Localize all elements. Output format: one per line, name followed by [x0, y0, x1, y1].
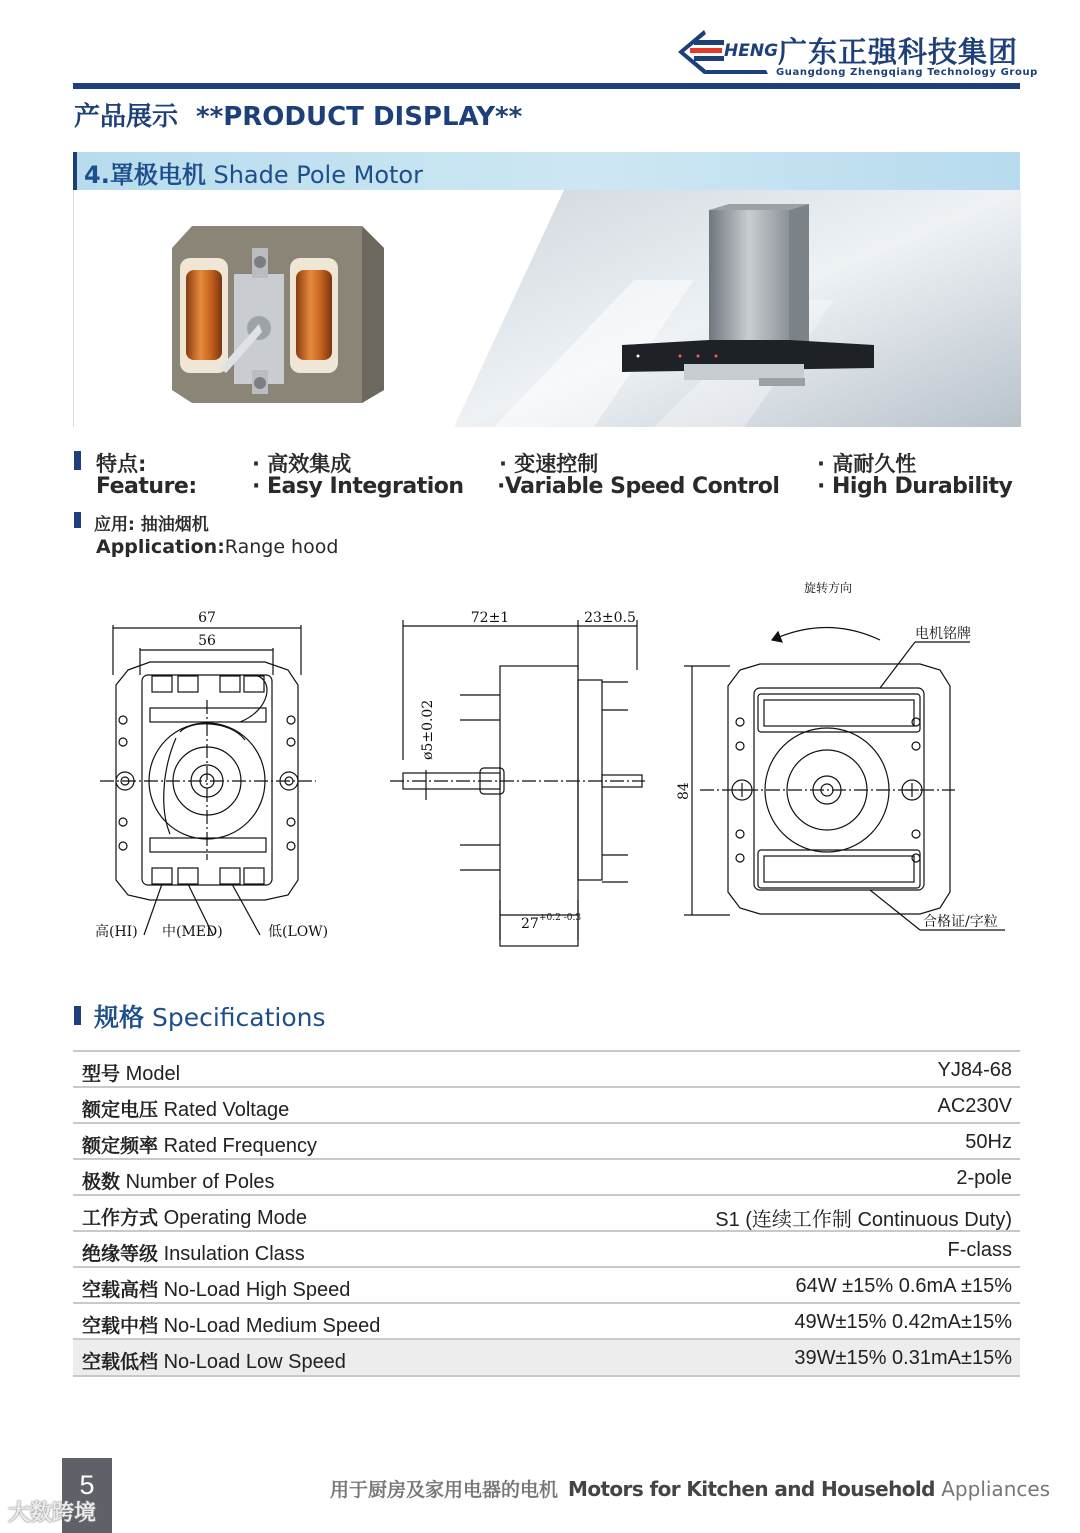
spec-row-low-speed [73, 1338, 1020, 1377]
application-label-en: Application: [96, 536, 225, 558]
spec-label-cn: 工作方式 [82, 1207, 159, 1229]
spec-label-cn: 额定电压 [82, 1099, 159, 1121]
spec-label-en: Model [125, 1063, 181, 1085]
nameplate-label: 电机铭牌 [915, 626, 971, 642]
spec-label-en: No-Load Medium Speed [163, 1315, 381, 1337]
company-name-cn: 广东正强科技集团 [778, 35, 1019, 69]
spec-row-high-speed [73, 1266, 1020, 1302]
footer-tagline-en-light: Appliances [941, 1477, 1051, 1501]
spec-label [82, 1239, 305, 1266]
feature-item-durability-en: · High Durability [817, 474, 1013, 499]
spec-value: 39W±15% 0.31mA±15% [794, 1347, 1012, 1369]
technical-drawing [80, 570, 1020, 950]
spec-row-model [73, 1050, 1020, 1086]
spec-label-cn: 空载高档 [82, 1279, 159, 1301]
application-marker [74, 512, 81, 528]
spec-row-frequency [73, 1122, 1020, 1158]
application-value-en: Range hood [224, 536, 339, 558]
spec-label [82, 1311, 380, 1338]
header-divider [73, 83, 1020, 89]
spec-value: AC230V [937, 1095, 1012, 1117]
page-title-cn: 产品展示 [74, 102, 179, 132]
product-hero-image [73, 190, 1021, 427]
spec-label-en: Rated Voltage [163, 1099, 290, 1121]
spec-marker [74, 1006, 81, 1025]
dim-shaft-diameter: ø5±0.02 [420, 699, 436, 760]
dim-shaft-extension: 23±0.5 [584, 610, 636, 626]
spec-value: 50Hz [965, 1131, 1012, 1153]
spec-label-cn: 型号 [82, 1063, 121, 1085]
wire-low-label: 低(LOW) [268, 924, 329, 940]
footer-tagline-en-bold: Motors for Kitchen and Household [568, 1477, 935, 1501]
spec-value: 49W±15% 0.42mA±15% [794, 1311, 1012, 1333]
feature-item-speed-en: ·Variable Speed Control [497, 474, 780, 499]
spec-label [82, 1275, 350, 1302]
page-title-en: **PRODUCT DISPLAY** [196, 102, 523, 132]
feature-label-cn: 特点: [96, 452, 147, 476]
footer-tagline-cn: 用于厨房及家用电器的电机 [330, 1479, 559, 1501]
product-title [84, 155, 423, 190]
spec-value: S1 (连续工作制 Continuous Duty) [715, 1209, 1012, 1231]
spec-label [82, 1059, 180, 1086]
dim-stack-length: 72±1 [470, 610, 510, 626]
wire-med-label: 中(MED) [162, 924, 223, 940]
front-view [100, 625, 316, 935]
spec-row-operating-mode [73, 1194, 1020, 1230]
spec-table [73, 1050, 1020, 1377]
application-en [96, 536, 338, 558]
svg-text:HENG: HENG [724, 41, 779, 61]
footer-tagline [330, 1475, 1050, 1502]
spec-label-cn: 极数 [82, 1171, 121, 1193]
spec-value: 2-pole [956, 1167, 1012, 1189]
certificate-label: 合格证/字粒 [923, 914, 998, 930]
spec-label-en: No-Load Low Speed [163, 1351, 346, 1373]
spec-row-insulation [73, 1230, 1020, 1266]
spec-label [82, 1203, 307, 1230]
dim-core-tolerance: +0.2 -0.3 [539, 913, 582, 923]
spec-label-en: No-Load High Speed [163, 1279, 351, 1301]
spec-label-en: Operating Mode [163, 1207, 307, 1229]
product-title-en: Shade Pole Motor [213, 161, 423, 189]
wire-hi-label: 高(HI) [95, 924, 138, 940]
spec-title-en: Specifications [151, 1003, 326, 1032]
spec-label-cn: 绝缘等级 [82, 1243, 159, 1265]
company-name-en: Guangdong Zhengqiang Technology Group [776, 67, 1038, 78]
feature-label-en: Feature: [96, 474, 197, 499]
application-label-cn: 应用: [94, 515, 135, 535]
dim-core-thickness: 27 [521, 916, 539, 932]
spec-label [82, 1347, 346, 1374]
spec-label-cn: 空载中档 [82, 1315, 159, 1337]
application-value-cn: 抽油烟机 [140, 515, 209, 535]
spec-label-cn: 额定频率 [82, 1135, 159, 1157]
spec-row-poles [73, 1158, 1020, 1194]
banner-accent [73, 152, 77, 190]
spec-label [82, 1095, 289, 1122]
application-cn [94, 510, 209, 535]
rear-view [684, 628, 1005, 931]
spec-title-cn: 规格 [94, 1003, 145, 1032]
feature-item-integration-cn: · 高效集成 [252, 452, 352, 476]
spec-label [82, 1131, 317, 1158]
page-title [74, 96, 522, 133]
spec-label-en: Rated Frequency [163, 1135, 317, 1157]
side-view [390, 620, 645, 946]
company-logo [676, 26, 779, 78]
feature-marker [74, 451, 81, 470]
dim-mount-width: 56 [198, 633, 216, 649]
spec-value: 64W ±15% 0.6mA ±15% [795, 1275, 1012, 1297]
spec-value: YJ84-68 [937, 1059, 1012, 1081]
feature-item-durability-cn: · 高耐久性 [817, 452, 917, 476]
rotation-direction-label: 旋转方向 [804, 581, 853, 595]
page-number: 5 [79, 1470, 95, 1500]
spec-label-cn: 空载低档 [82, 1351, 159, 1373]
spec-value: F-class [947, 1239, 1012, 1261]
watermark: 大数跨境 [8, 1501, 97, 1526]
spec-label-en: Insulation Class [163, 1243, 305, 1265]
spec-label-en: Number of Poles [125, 1171, 275, 1193]
spec-row-voltage [73, 1086, 1020, 1122]
shade-pole-motor-photo [162, 218, 392, 408]
kitchen-background [454, 190, 1021, 427]
dim-height: 84 [676, 782, 692, 800]
feature-item-integration-en: · Easy Integration [252, 474, 464, 499]
product-title-cn: 4.罩极电机 [84, 161, 206, 189]
feature-item-speed-cn: · 变速控制 [499, 452, 599, 476]
spec-section-title [94, 998, 326, 1034]
spec-row-medium-speed [73, 1302, 1020, 1338]
spec-label [82, 1167, 275, 1194]
dim-overall-width: 67 [198, 610, 216, 626]
